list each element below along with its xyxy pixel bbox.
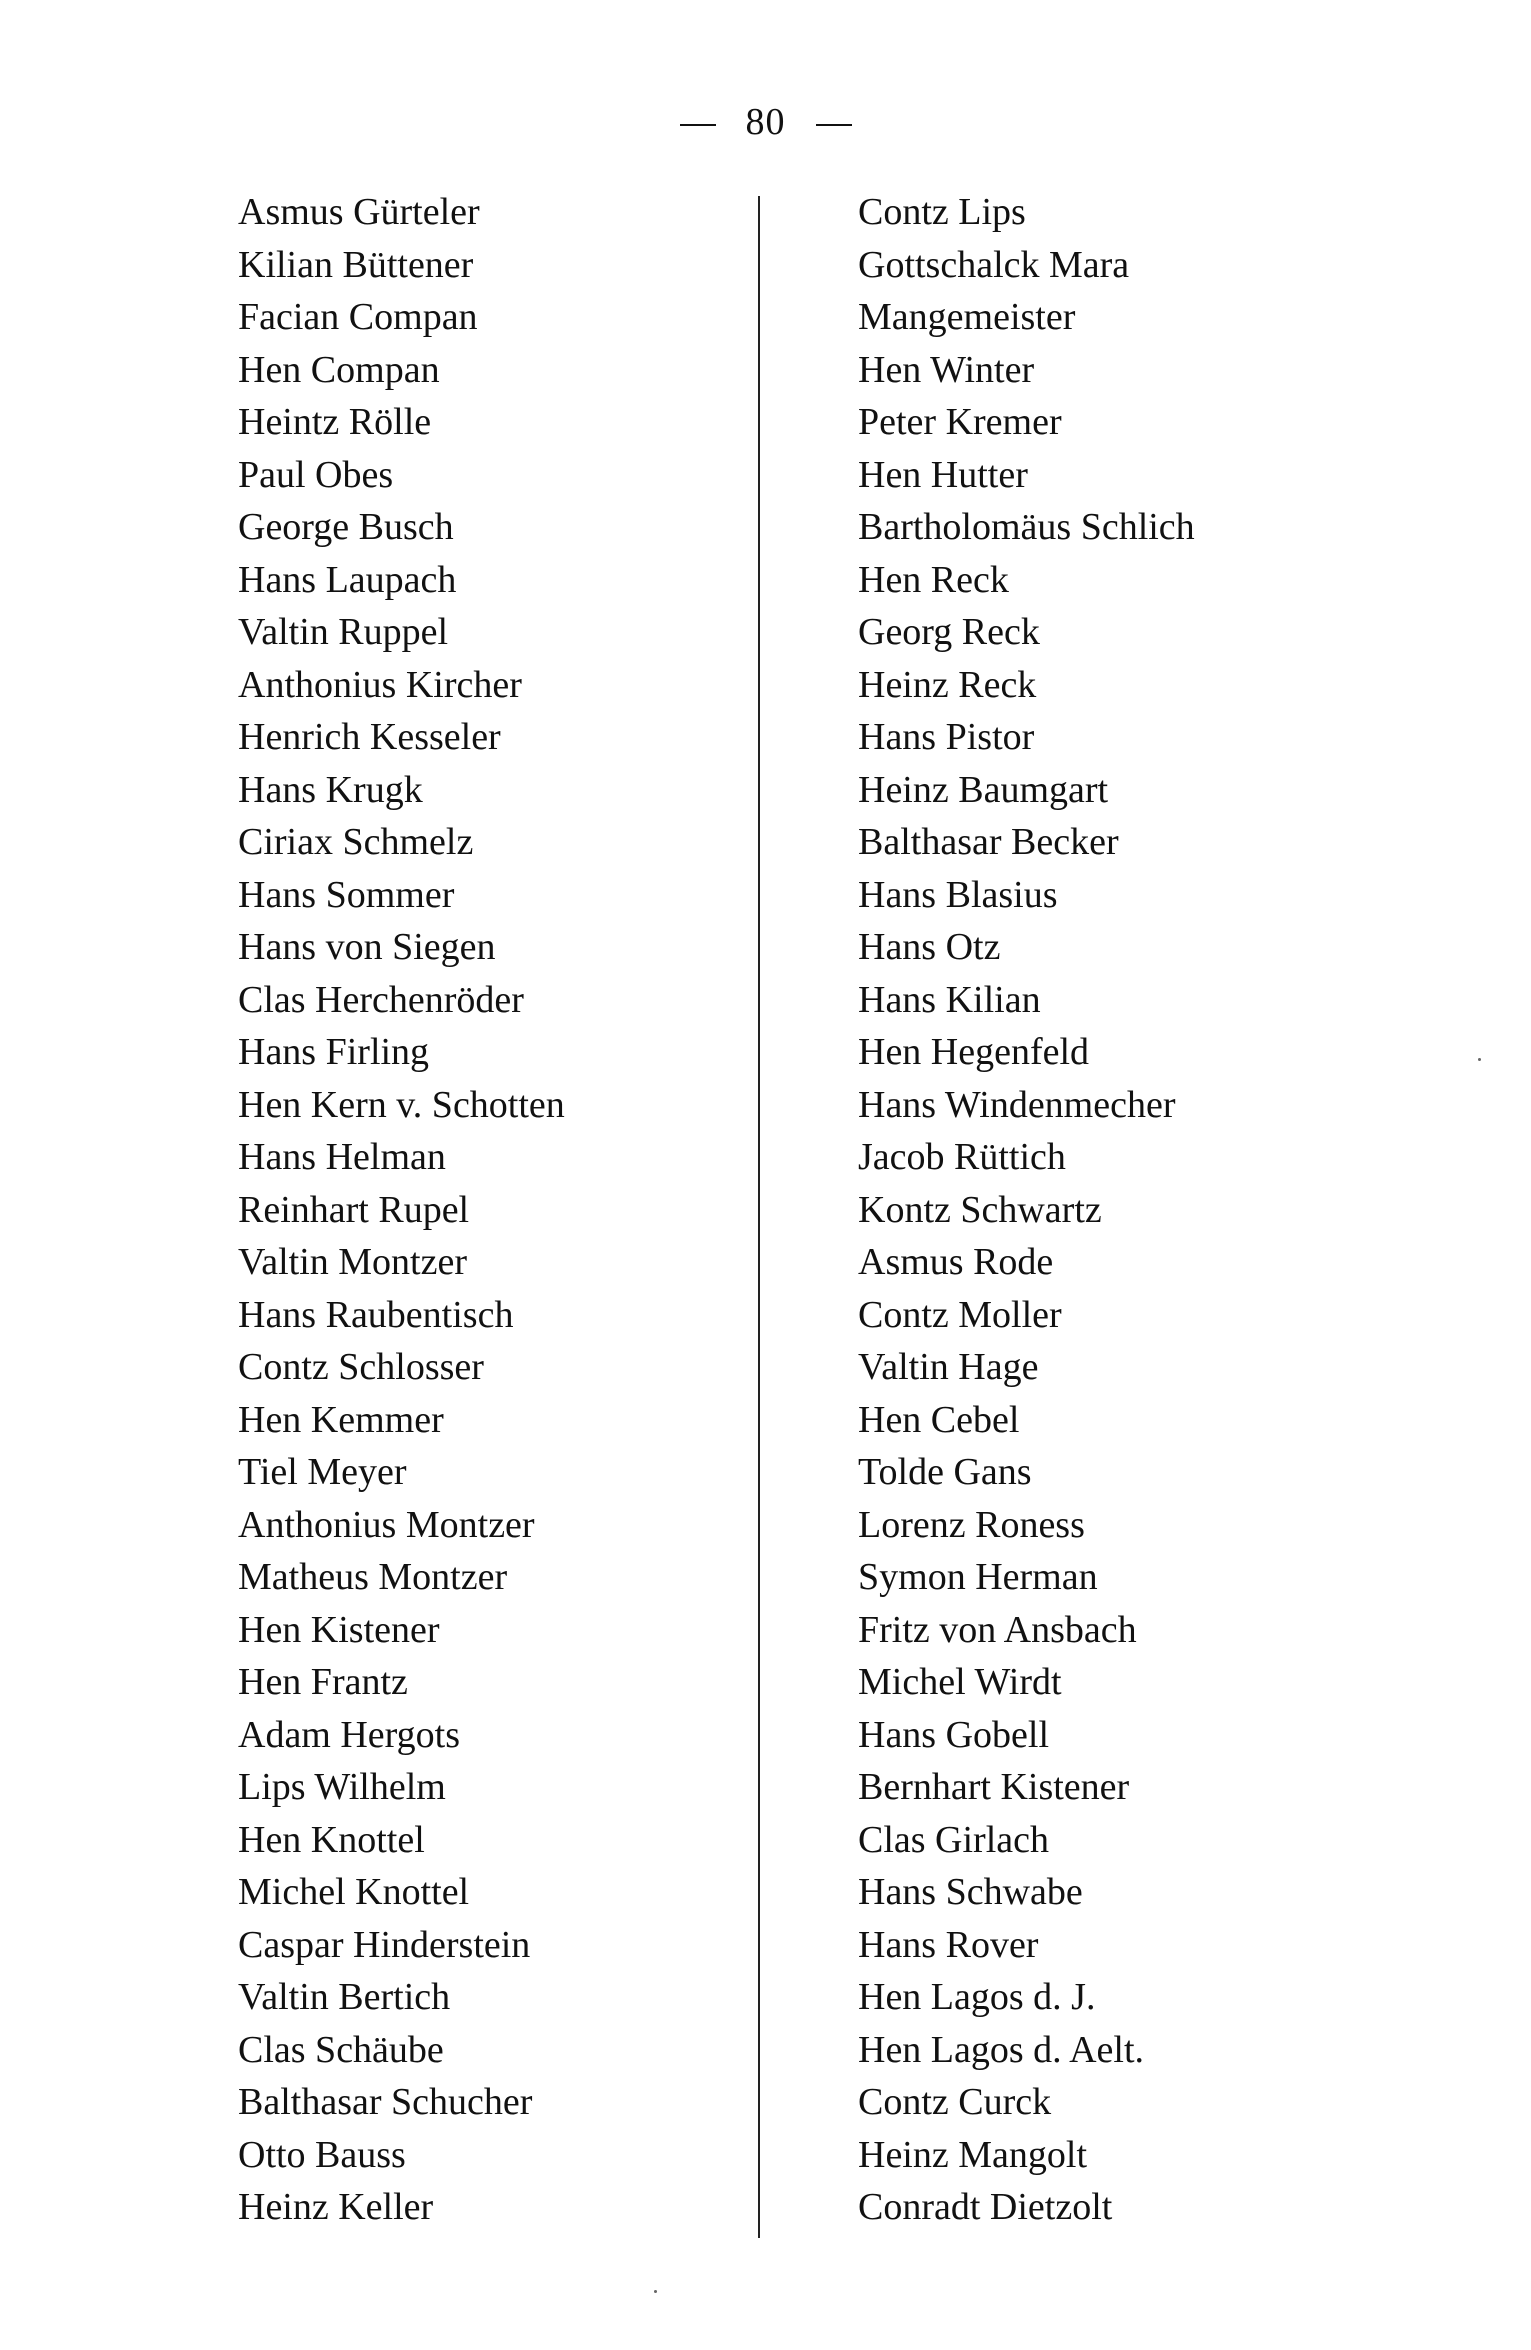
list-item: Hans von Siegen	[238, 926, 496, 968]
list-item: Hans Kilian	[858, 978, 1041, 1021]
list-item: Mangemeister	[858, 296, 1076, 338]
list-item: Contz Schlosser	[238, 1346, 484, 1388]
list-item: Michel Wirdt	[858, 1661, 1062, 1703]
list-item: Lips Wilhelm	[238, 1766, 446, 1808]
list-item: Georg Reck	[858, 611, 1040, 653]
list-item: Hans Blasius	[858, 873, 1058, 916]
list-item: Hen Reck	[858, 558, 1009, 601]
list-item: Contz Lips	[858, 191, 1026, 233]
list-item: Contz Curck	[858, 2081, 1052, 2123]
list-item: Heinz Keller	[238, 2186, 434, 2228]
dash-right	[816, 124, 852, 126]
list-item: Balthasar Becker	[858, 821, 1119, 863]
print-speck	[654, 2290, 657, 2293]
list-item: Hen Frantz	[238, 1661, 408, 1703]
list-item: Hans Helman	[238, 1136, 446, 1178]
list-item: Hans Raubentisch	[238, 1293, 514, 1336]
list-item: Hans Laupach	[238, 558, 457, 601]
list-item: Hans Schwabe	[858, 1871, 1083, 1913]
list-item: Valtin Bertich	[238, 1976, 451, 2018]
list-item: George Busch	[238, 506, 454, 548]
list-item: Tolde Gans	[858, 1451, 1032, 1493]
list-item: Hans Otz	[858, 926, 1001, 968]
list-item: Matheus Montzer	[238, 1556, 508, 1598]
list-item: Bernhart Kistener	[858, 1766, 1130, 1808]
list-item: Hen Knottel	[238, 1818, 425, 1861]
name-list-left	[238, 186, 738, 2234]
column-divider	[758, 196, 760, 2238]
list-item: Jacob Rüttich	[858, 1136, 1066, 1178]
list-item: Tiel Meyer	[238, 1451, 407, 1493]
list-item: Henrich Kesseler	[238, 716, 501, 758]
list-item: Caspar Hinderstein	[238, 1923, 531, 1966]
list-item: Peter Kremer	[858, 401, 1062, 443]
list-item: Michel Knottel	[238, 1871, 470, 1913]
list-item: Hans Windenmecher	[858, 1083, 1176, 1126]
list-item: Clas Schäube	[238, 2028, 444, 2071]
list-item: Heinz Mangolt	[858, 2133, 1088, 2176]
list-item: Clas Herchenröder	[238, 978, 524, 1021]
list-item: Ciriax Schmelz	[238, 821, 474, 863]
list-item: Contz Moller	[858, 1293, 1062, 1336]
list-item: Kilian Büttener	[238, 243, 474, 286]
list-item: Hen Kemmer	[238, 1398, 444, 1441]
name-list-right	[858, 186, 1418, 2234]
print-speck	[1478, 1058, 1481, 1061]
list-item: Hans Rover	[858, 1923, 1039, 1966]
list-item: Hen Kern v. Schotten	[238, 1083, 565, 1126]
list-item: Lorenz Roness	[858, 1503, 1085, 1546]
list-item: Hen Hutter	[858, 453, 1028, 496]
list-item: Heinz Reck	[858, 663, 1037, 706]
dash-left	[680, 124, 716, 126]
list-item: Hen Cebel	[858, 1398, 1020, 1441]
page-number: 80	[745, 101, 786, 143]
list-item: Reinhart Rupel	[238, 1188, 470, 1231]
list-item: Symon Herman	[858, 1556, 1098, 1598]
list-item: Facian Compan	[238, 296, 478, 338]
list-item: Hen Compan	[238, 348, 440, 391]
list-item: Asmus Gürteler	[238, 191, 480, 233]
list-item: Fritz von Ansbach	[858, 1608, 1137, 1651]
list-item: Hen Lagos d. J.	[858, 1976, 1096, 2018]
list-item: Otto Bauss	[238, 2133, 406, 2176]
list-item: Asmus Rode	[858, 1241, 1054, 1283]
list-item: Heintz Rölle	[238, 401, 432, 443]
list-item: Conradt Dietzolt	[858, 2186, 1113, 2228]
list-item: Hen Kistener	[238, 1608, 440, 1651]
page-header	[0, 100, 1531, 144]
list-item: Adam Hergots	[238, 1713, 460, 1756]
list-item: Hans Firling	[238, 1031, 430, 1073]
list-item: Valtin Montzer	[238, 1241, 468, 1283]
list-item: Kontz Schwartz	[858, 1188, 1102, 1231]
list-item: Hans Gobell	[858, 1713, 1050, 1756]
list-item: Gottschalck Mara	[858, 243, 1130, 286]
list-item: Anthonius Montzer	[238, 1503, 535, 1546]
list-item: Hen Winter	[858, 348, 1035, 391]
list-item: Anthonius Kircher	[238, 663, 522, 706]
list-item: Hans Sommer	[238, 873, 455, 916]
list-item: Valtin Ruppel	[238, 611, 449, 653]
list-item: Clas Girlach	[858, 1818, 1050, 1861]
list-item: Bartholomäus Schlich	[858, 506, 1195, 548]
list-item: Hen Lagos d. Aelt.	[858, 2028, 1145, 2071]
list-item: Paul Obes	[238, 453, 394, 496]
list-item: Hans Krugk	[238, 768, 423, 811]
list-item: Hen Hegenfeld	[858, 1031, 1090, 1073]
list-item: Heinz Baumgart	[858, 768, 1109, 811]
list-item: Hans Pistor	[858, 716, 1035, 758]
list-item: Balthasar Schucher	[238, 2081, 533, 2123]
list-item: Valtin Hage	[858, 1346, 1039, 1388]
